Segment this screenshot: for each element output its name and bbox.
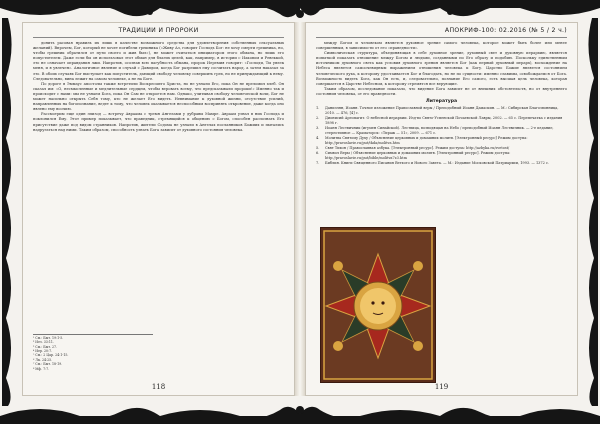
paragraph: между Богом и человеком является духовное зрение самого человека, которое может быть более или менее совершенным, в зависимости от его «праведности». [316, 41, 567, 51]
literature-item: 1. Даниэлян, Иоанн. Точное изложение Православной веры / Преподобный Иоанн Дамаскин. — М.: Сибирская Благозвонница, 2010. — 476, [4] с. [316, 106, 559, 116]
ornament-border-right [580, 18, 598, 406]
right-body-text [316, 41, 567, 97]
literature-item: 6. Символ Веры / Объяснение церковных и домашних молитв. [Электронный ресурс]. Режим доступа: http://pravoslavie.ru/put/bible/molitva7z3.htm [316, 151, 511, 161]
literature-item: 2. Дионисий Ареопагит. О небесной иерархии. Изд-во Свято-Успенской Почаевской Лавры, 2002. — 65 с. Перепечатка с издания 1898 г. [316, 116, 563, 126]
footnote: ⁶ Лк. 24:25. [33, 357, 53, 362]
left-running-head: ТРАДИЦИИ И ПРОРОКИ [33, 25, 284, 38]
paragraph: Символическая структура, объединяющая в себе духовное зрение, духовный свет и духовную иерархию, является попыткой показать отношение между Богом и людьми, созданными по Его образу и подобию. Поскольку единственным источником духовного света как условия духовного зрения является Бог (как первый духовный иерарх), восхождение на Небеса является самоочевидным выражением отношения человека к Богу. Царство Божие является состоянием человеческого духа, к которому удостаивается Бог и благодать, но не по сущности: именно славимы, освобождаемся от Бога. Возможность видеть Бога, как Он есть, и, следовательно, познание Его самого, есть высшая цель человека, которая совершается в Царстве Небесном, к которому стремятся все верующие. [316, 51, 567, 86]
literature-item: 3. Иоанн Лествичник (игумен Синайской). Лествица, возводящая на Небо / преподобный Иоанн Лествичник. — 2-е издание, стереотипное — Краматорск: «Тираж — 51», 2009. — 671 с. [316, 126, 554, 136]
footnote: ⁷ См.: Быт. 18-19. [33, 362, 63, 367]
orthodox-icon-image [320, 227, 436, 383]
right-running-head: АПОКРИФ-100: 02.2016 (№ 5 / 2 ч.) [316, 25, 567, 38]
ornament-border-top [0, 0, 600, 24]
footnotes [33, 334, 153, 371]
footnote: ¹ См.: Быт. 19:1-5. [33, 335, 64, 340]
page-number-right: 119 [434, 383, 449, 391]
ornament-border-left [2, 18, 20, 406]
paragraph: Рассмотрим еще один эпизод — встречу Авраама с тремя Ангелами у дубравы Мамре. Авраам узнал в них Господа и поклонился Ему. Этот пример показывает, что праведник, стремящийся к общению с Богом, способен распознать Его присутствие даже под видом странников. Напротив, жители Содома не узнали в Ангелах посланников Божиих и пытались надругаться над ними. Таким образом, способность узнать Бога зависит от духовного состояния человека. [33, 112, 284, 132]
literature-list [316, 106, 567, 166]
right-page [305, 22, 578, 396]
literature-item: 5. Свят Тихон / Православная азбука. [Электронный ресурс]. Режим доступа: http://azbyka.ru/svetost/ [316, 146, 510, 151]
icon-illustration [321, 228, 435, 382]
footnote: ³ См.: Быт. 27. [33, 344, 58, 349]
paragraph: Таким образом, исследование показало, что видение Бога зависит не от внешних обстоятельств, но от внутреннего состояния человека, от его праведности. [316, 86, 567, 96]
paragraph: донить расовая нравиль их лишь в качестве возможного средства для удовлетворения собственных сексуальных желаний). Впрочем, Бог, который не хочет погибели грешника («Живу Аз, говорит Господь Бог: не хочу смерти грешника, но, чтобы грешник обратился от пути своего и жив был»), не может считаться инициатором этого обмана, но лишь его попустителем. Даже если бы он использовал этот обман для благих целей, как, например, в истории с Иаковом и Ревеккой, это не означает оправдания лжи. Напротив, осознав всю пагубность обмана, пророк Иеремия говорит: «Господи, Ты увлек меня, и я увлечен». Аналогичное явление и случай с Давидом, когда Бог разрешил ему сосчитать народ, а затем наказал за это. В обоих случаях Бог выступает как попуститель, дающий свободу человеку совершить грех, но не принуждающий к нему. Следовательно, вина лежит на самом человеке, а не на Боге. [33, 41, 284, 81]
literature-item: 7. Библия. Книги Священного Писания Ветхого и Нового Завета. — М.: Издание Московской Патриархии, 1993. — 1372 с. [316, 161, 550, 166]
literature-item: 4. Молитва Святому Духу / Объяснение церковных и домашних молитв. [Электронный ресурс] Режим доступа: http://pravoslavie.ru/put/tkda/molitva.htm [316, 136, 528, 146]
left-page [22, 22, 295, 396]
paragraph: По дороге в Эммаус апостолы также встретили Воскресшего Христа, но не узнали Его, пока Он не преломил хлеб. Он сказал им: «О, несмысленные и медлительные сердцем, чтобы веровать всему, что предсказывали пророки!» Именно так и происходит с нами: мы не узнаем Бога, пока Он Сам не откроется нам. Однако, учитывая свободу человеческой воли, Бог не может насильно открыть Себя тому, кто не желает Его видеть. Невнимание к духовной жизни, отсутствие усилий, направленных на богопознание, ведет к тому, что человек оказывается неспособным воспринять откровение, даже когда оно явлено ему воочию. [33, 81, 284, 112]
page-number-left: 118 [151, 383, 166, 391]
footnote: ⁴ Иер. 20:7. [33, 348, 53, 353]
ornament-border-bottom [0, 400, 600, 424]
book-gutter [295, 22, 305, 396]
footnote: ² Иез. 33:11. [33, 340, 54, 345]
literature-heading: Литература [425, 99, 458, 105]
footnote: ⁸ Мф. 7:7. [33, 366, 50, 371]
footnote: ⁵ См.: 2 Цар. 24:1-15. [33, 353, 69, 358]
left-body-text [33, 41, 284, 133]
